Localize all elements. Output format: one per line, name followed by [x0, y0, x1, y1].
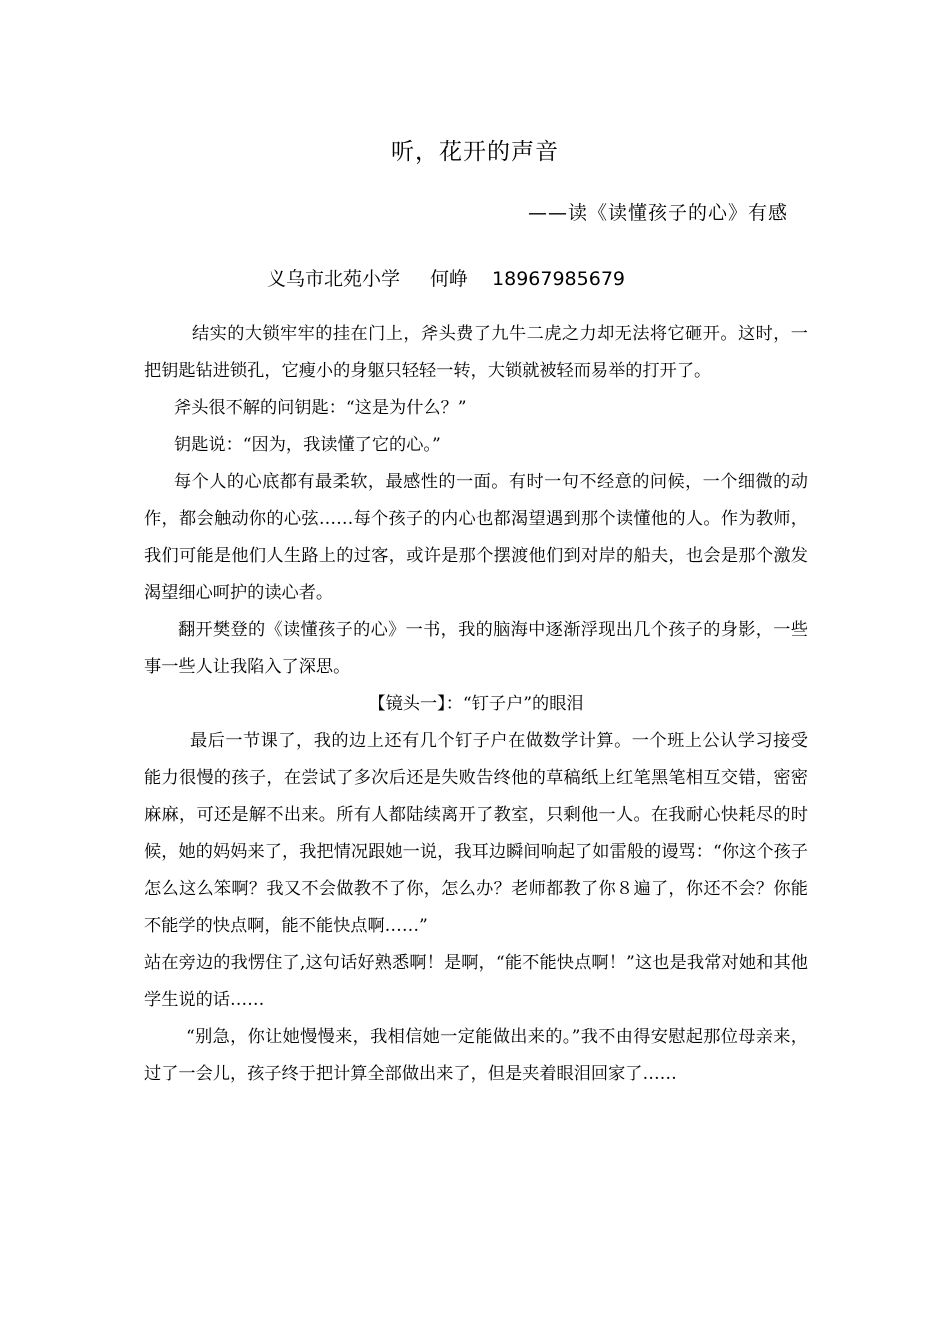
paragraph: 钥匙说：“因为，我读懂了它的心。” [174, 435, 441, 455]
author-school: 义乌市北苑小学 [267, 268, 401, 290]
paragraph: 翻开樊登的《读懂孩子的心》一书，我的脑海中逐渐浮现出几个孩子的身影，一些事一些人让我陷入了深思。 [144, 620, 808, 677]
author-line [267, 264, 625, 294]
paragraph: 结实的大锁牢牢的挂在门上，斧头费了九牛二虎之力却无法将它砸开。这时，一把钥匙钻进锁孔，它瘦小的身躯只轻轻一转，大锁就被轻而易举的打开了。 [144, 324, 808, 381]
paragraph: 每个人的心底都有最柔软，最感性的一面。有时一句不经意的问候，一个细微的动作，都会触动你的心弦……每个孩子的内心也都渴望遇到那个读懂他的人。作为教师，我们可能是他们人生路上的过客，或许是那个摆渡他们到对岸的船夫，也会是那个激发渴望细心呵护的读心者。 [144, 472, 808, 603]
document-subtitle: ——读《读懂孩子的心》有感 [527, 202, 788, 224]
article-body [144, 316, 808, 1093]
paragraph: 斧头很不解的问钥匙：“这是为什么？” [174, 398, 467, 418]
author-name: 何峥 [430, 268, 469, 290]
document-title: 听，花开的声音 [391, 139, 559, 165]
paragraph: 站在旁边的我愣住了,这句话好熟悉啊！是啊，“能不能快点啊！”这也是我常对她和其他学生说的话…… [144, 953, 808, 1010]
paragraph: 最后一节课了，我的边上还有几个钉子户在做数学计算。一个班上公认学习接受能力很慢的孩子，在尝试了多次后还是失败告终他的草稿纸上红笔黑笔相互交错，密密麻麻，可还是解不出来。所有人都陆续离开了教室，只剩他一人。在我耐心快耗尽的时候，她的妈妈来了，我把情况跟她一说，我耳边瞬间响起了如雷般的谩骂：“你这个孩子怎么这么笨啊？我又不会做教不了你，怎么办？老师都教了你８遍了，你还不会？你能不能学的快点啊，能不能快点啊……” [144, 731, 808, 936]
section-heading: 【镜头一】：“钉子户”的眼泪 [368, 694, 584, 714]
paragraph: “别急，你让她慢慢来，我相信她一定能做出来的。”我不由得安慰起那位母亲来，过了一会儿，孩子终于把计算全部做出来了，但是夹着眼泪回家了…… [144, 1027, 808, 1084]
author-phone: 18967985679 [492, 268, 626, 290]
